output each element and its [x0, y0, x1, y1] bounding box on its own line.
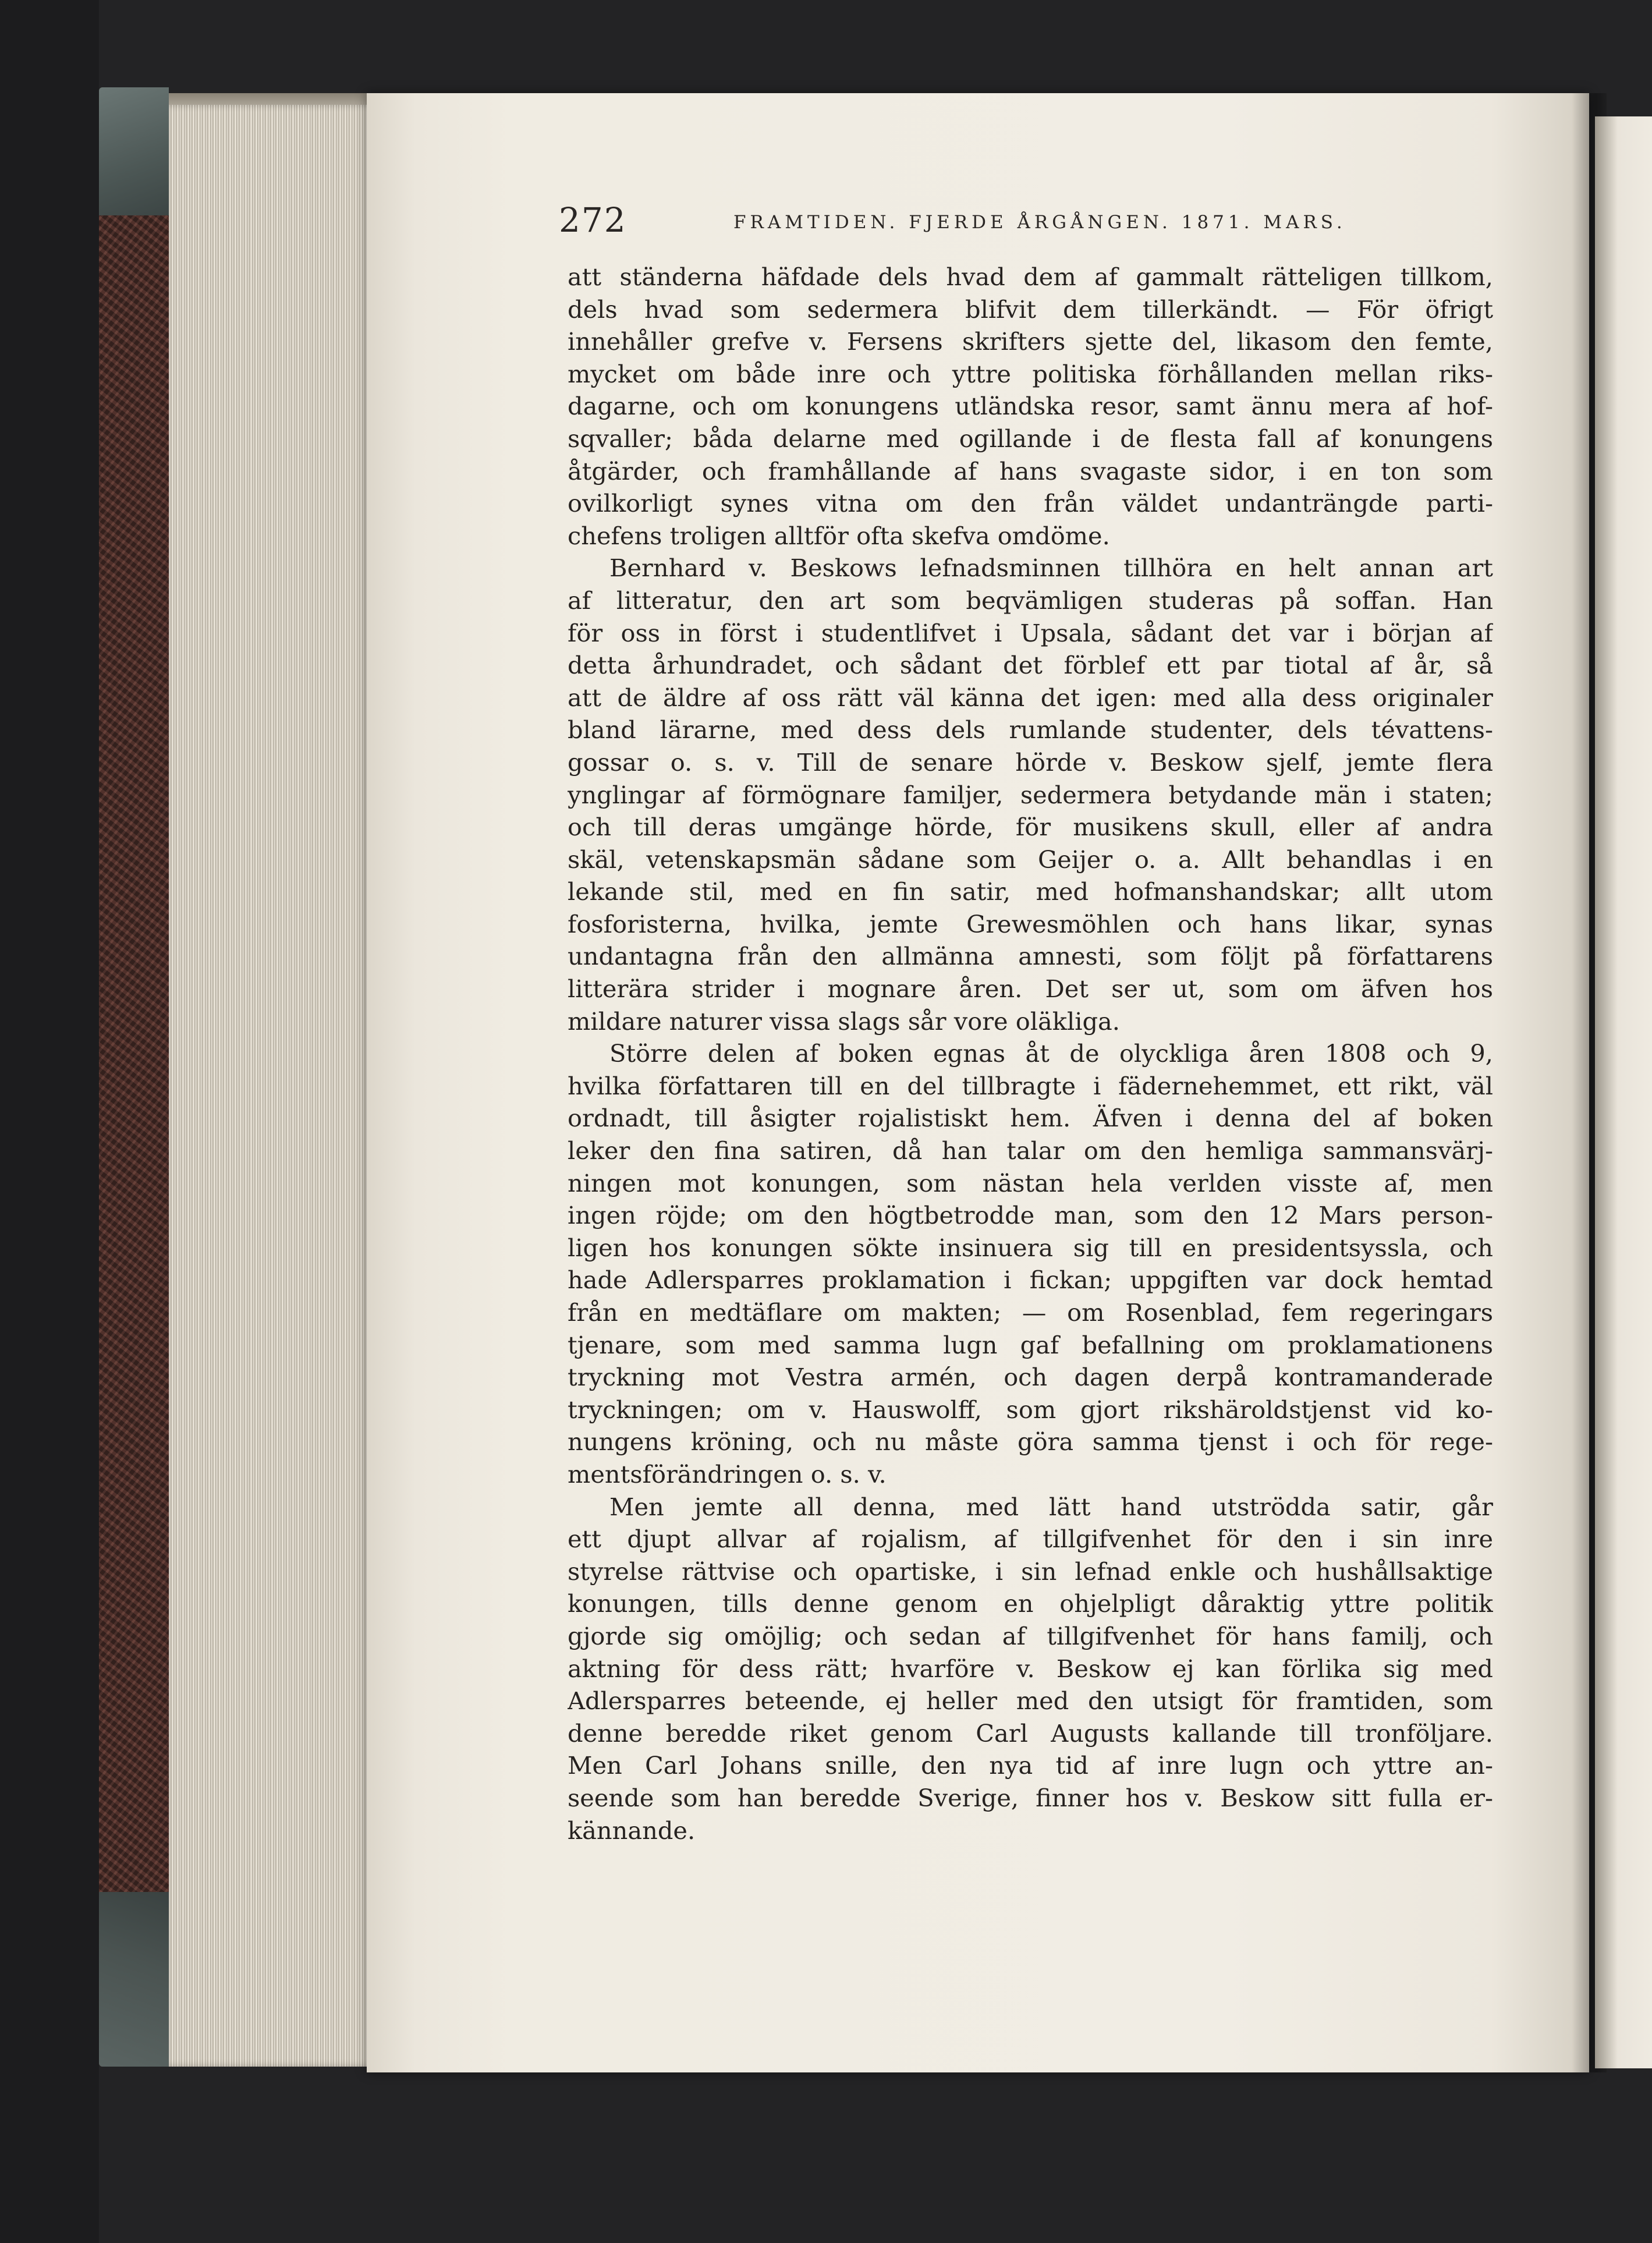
text-line: denne beredde riket genom Carl Augusts kallande till tronföljare.	[568, 1718, 1493, 1748]
text-line: mildare naturer vissa slags sår vore oläkliga.	[568, 1007, 1120, 1036]
text-line: Bernhard v. Beskows lefnadsminnen tillhöra en helt annan art	[609, 554, 1493, 583]
text-line: gjorde sig omöjlig; och sedan af tillgifvenhet för hans familj, och	[568, 1621, 1493, 1650]
text-line: att de äldre af oss rätt väl känna det igen: med alla dess originaler	[568, 683, 1493, 712]
text-line: Större delen af boken egnas åt de olyckliga åren 1808 och 9,	[609, 1039, 1493, 1068]
text-line: åtgärder, och framhållande af hans svagaste sidor, i en ton som	[568, 456, 1493, 486]
text-line: från en medtäflare om makten; — om Rosenblad, fem regeringars	[568, 1298, 1493, 1327]
book-cover-corner-bottom	[99, 1892, 169, 2067]
text-line: tryckningen; om v. Hauswolff, som gjort rikshäroldstjenst vid ko-	[568, 1395, 1493, 1424]
text-line: för oss in först i studentlifvet i Upsala, sådant det var i början af	[568, 618, 1493, 647]
text-line: detta århundradet, och sådant det förblef ett par tiotal af år, så	[568, 651, 1493, 680]
text-line: tryckning mot Vestra armén, och dagen derpå kontramanderade	[568, 1363, 1493, 1392]
facing-page	[1595, 116, 1652, 2068]
background	[0, 0, 99, 2243]
text-line: seende som han beredde Sverige, finner hos v. Beskow sitt fulla er-	[568, 1783, 1493, 1812]
page-header	[559, 197, 1490, 243]
text-line: kännande.	[568, 1816, 696, 1845]
text-line: lekande stil, med en fin satir, med hofmanshandskar; allt utom	[568, 877, 1493, 906]
text-line: af litteratur, den art som beqvämligen studeras på soffan. Han	[568, 586, 1493, 615]
text-line: ingen röjde; om den högtbetrodde man, som den 12 Mars person-	[568, 1201, 1493, 1230]
text-line: dagarne, och om konungens utländska resor, samt ännu mera af hof-	[568, 392, 1493, 421]
paragraph	[568, 1491, 1493, 1847]
text-line: att ständerna häfdade dels hvad dem af gammalt rätteligen tillkom,	[568, 263, 1493, 291]
text-line: konungen, tills denne genom en ohjelpligt dåraktig yttre politik	[568, 1589, 1493, 1618]
book-cover-corner-top	[99, 87, 169, 215]
text-line: Adlersparres beteende, ej heller med den utsigt för framtiden, som	[568, 1686, 1493, 1716]
text-line: undantagna från den allmänna amnesti, som följt på författarens	[568, 942, 1493, 971]
text-line: dels hvad som sedermera blifvit dem tillerkändt. — För öfrigt	[568, 295, 1493, 324]
text-line: styrelse rättvise och opartiske, i sin lefnad enkle och hushållsaktige	[568, 1557, 1493, 1586]
text-line: litterära strider i mognare åren. Det ser ut, som om äfven hos	[568, 975, 1493, 1004]
running-head: FRAMTIDEN. FJERDE ÅRGÅNGEN. 1871. MARS.	[733, 212, 1346, 233]
text-line: bland lärarne, med dess dels rumlande studenter, dels tévattens-	[568, 715, 1493, 745]
text-line: hade Adlersparres proklamation i fickan; uppgiften var dock hemtad	[568, 1266, 1493, 1295]
text-line: innehåller grefve v. Fersens skrifters sjette del, likasom den femte,	[568, 327, 1493, 356]
text-line: Men jemte all denna, med lätt hand utströdda satir, går	[609, 1492, 1493, 1521]
text-line: skäl, vetenskapsmän sådane som Geijer o. a. Allt behandlas i en	[568, 845, 1493, 874]
text-line: ningen mot konungen, som nästan hela verlden visste af, men	[568, 1168, 1493, 1197]
text-line: tjenare, som med samma lugn gaf befallning om proklamationens	[568, 1330, 1493, 1359]
page-edges	[169, 105, 378, 2067]
text-line: aktning för dess rätt; hvarföre v. Beskow ej kan förlika sig med	[568, 1654, 1493, 1683]
page-number: 272	[559, 200, 627, 240]
text-line: gossar o. s. v. Till de senare hörde v. Beskow sjelf, jemte flera	[568, 747, 1493, 777]
paragraph	[568, 1037, 1493, 1490]
book-cover	[99, 87, 169, 2067]
paragraph	[568, 552, 1493, 1037]
text-line: ordnadt, till åsigter rojalistiskt hem. Äfven i denna del af boken	[568, 1104, 1493, 1133]
text-line: fosforisterna, hvilka, jemte Grewesmöhlen och hans likar, synas	[568, 909, 1493, 938]
text-line: mentsförändringen o. s. v.	[568, 1459, 887, 1489]
text-line: ynglingar af förmögnare familjer, sedermera betydande män i staten;	[568, 780, 1493, 809]
text-line: chefens troligen alltför ofta skefva omdöme.	[568, 521, 1110, 550]
text-line: leker den fina satiren, då han talar om den hemliga sammansvärj-	[568, 1136, 1493, 1165]
text-line: nungens kröning, och nu måste göra samma tjenst i och för rege-	[568, 1427, 1493, 1457]
paragraph	[568, 261, 1493, 552]
body-text	[568, 261, 1493, 1847]
text-line: ovilkorligt synes vitna om den från väldet undanträngde parti-	[568, 489, 1493, 518]
text-line: hvilka författaren till en del tillbragte i fädernehemmet, ett rikt, väl	[568, 1071, 1493, 1100]
text-line: och till deras umgänge hörde, för musikens skull, eller af andra	[568, 813, 1493, 842]
text-line: ett djupt allvar af rojalism, af tillgifvenhet för den i sin inre	[568, 1525, 1493, 1554]
text-line: Men Carl Johans snille, den nya tid af inre lugn och yttre an-	[568, 1751, 1493, 1780]
text-line: mycket om både inre och yttre politiska förhållanden mellan riks-	[568, 359, 1493, 388]
text-line: ligen hos konungen sökte insinuera sig till en presidentsyssla, och	[568, 1233, 1493, 1262]
text-line: sqvaller; båda delarne med ogillande i de flesta fall af konungens	[568, 424, 1493, 453]
